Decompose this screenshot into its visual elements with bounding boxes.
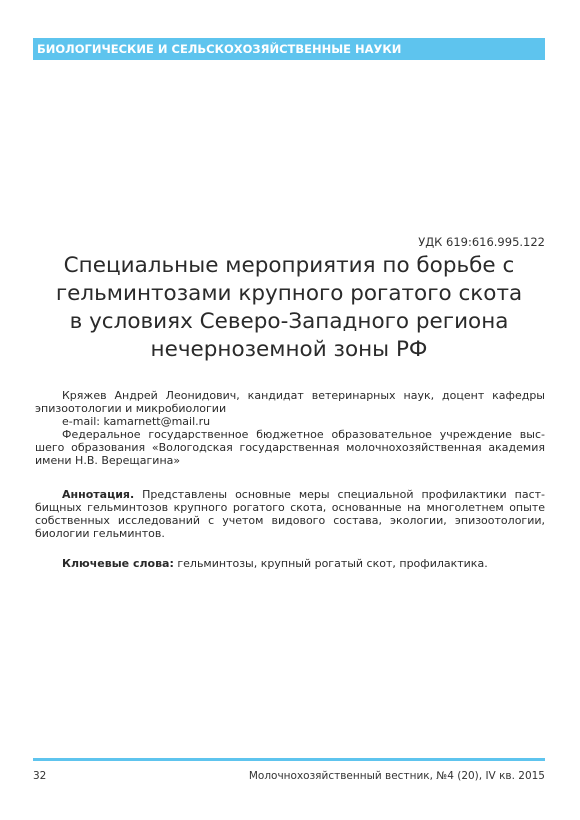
abstract <box>35 488 545 540</box>
title-line: Специальные мероприятия по борьбе с <box>63 253 515 278</box>
author-info <box>35 389 545 467</box>
keywords <box>35 557 545 570</box>
title-line: гельминтозами крупного рогатого скота <box>55 281 523 306</box>
udk-code: УДК 619:616.995.122 <box>418 235 545 249</box>
title-line: в условиях Северо-Западного региона <box>69 309 509 334</box>
abstract-text: Представлены основные меры специальной профилактики паст- <box>134 488 545 501</box>
page-number: 32 <box>33 770 47 782</box>
article-title <box>33 252 545 364</box>
abstract-line: бищных гельминтозов крупного рогатого скота, основанные на многолетнем опыте <box>35 501 545 514</box>
author-line: шего образования «Вологодская государственная молочнохозяйственная академия <box>35 441 545 454</box>
abstract-label: Аннотация. <box>62 488 135 501</box>
keywords-text: гельминтозы, крупный рогатый скот, профилактика. <box>173 557 488 570</box>
abstract-line: биологии гельминтов. <box>35 527 165 540</box>
abstract-line <box>35 488 545 501</box>
section-header-bar <box>33 38 545 60</box>
journal-citation: Молочнохозяйственный вестник, №4 (20), IV кв. 2015 <box>248 770 545 782</box>
author-line: эпизоотологии и микробиологии <box>35 402 227 415</box>
footer-divider <box>33 758 545 761</box>
author-line: Кряжев Андрей Леонидович, кандидат ветеринарных наук, доцент кафедры <box>62 389 545 402</box>
keywords-line <box>35 557 545 570</box>
title-line: нечерноземной зоны РФ <box>150 337 428 362</box>
section-title: БИОЛОГИЧЕСКИЕ И СЕЛЬСКОХОЗЯЙСТВЕННЫЕ НАУКИ <box>37 42 402 56</box>
author-line: Федеральное государственное бюджетное образовательное учреждение выс- <box>62 428 545 441</box>
keywords-label: Ключевые слова: <box>62 557 174 570</box>
author-email: e-mail: kamarnett@mail.ru <box>62 415 211 428</box>
abstract-line: собственных исследований с учетом видового состава, экологии, эпизоотологии, <box>35 514 545 527</box>
author-line: имени Н.В. Верещагина» <box>35 454 181 467</box>
